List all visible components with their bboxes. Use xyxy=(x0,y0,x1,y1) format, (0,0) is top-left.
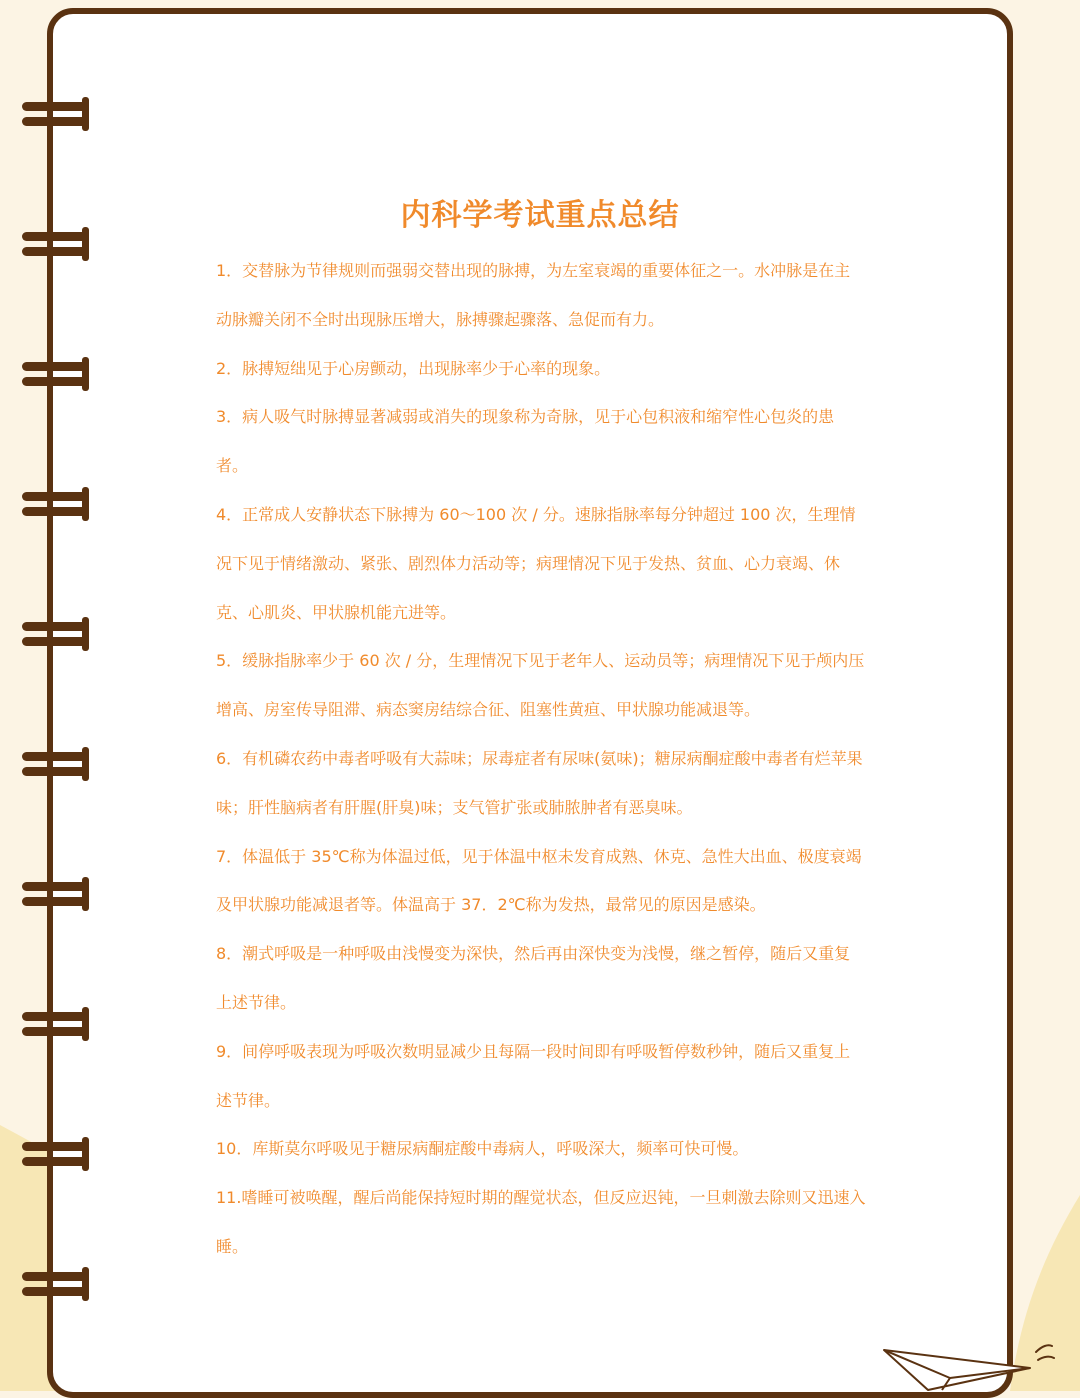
note-item: 4．正常成人安静状态下脉搏为 60～100 次 / 分。速脉指脉率每分钟超过 100 次，生理情况下见于情绪激动、紧张、剧烈体力活动等；病理情况下见于发热、贫血、心力衰竭、休克、心肌炎、甲状腺机能亢进等。 xyxy=(216,504,856,622)
note-item: 2．脉搏短绌见于心房颤动，出现脉率少于心率的现象。 xyxy=(216,358,611,378)
note-item: 6．有机磷农药中毒者呼吸有大蒜味；尿毒症者有尿味(氨味)；糖尿病酮症酸中毒者有烂苹果味；肝性脑病者有肝腥(肝臭)味；支气管扩张或肺脓肿者有恶臭味。 xyxy=(216,748,863,817)
binder-ring xyxy=(22,1007,88,1041)
binder-ring xyxy=(22,357,88,391)
note-item: 8．潮式呼吸是一种呼吸由浅慢变为深快，然后再由深快变为浅慢，继之暂停，随后又重复上述节律。 xyxy=(216,944,851,1012)
binder-ring xyxy=(22,877,88,911)
note-item: 11.嗜睡可被唤醒，醒后尚能保持短时期的醒觉状态，但反应迟钝，一旦刺激去除则又迅速入睡。 xyxy=(216,1188,866,1256)
note-item: 1．交替脉为节律规则而强弱交替出现的脉搏，为左室衰竭的重要体征之一。水冲脉是在主动脉瓣关闭不全时出现脉压增大，脉搏骤起骤落、急促而有力。 xyxy=(216,261,851,329)
note-item: 7．体温低于 35℃称为体温过低，见于体温中枢未发育成熟、休克、急性大出血、极度衰竭及甲状腺功能减退者等。体温高于 37．2℃称为发热，最常见的原因是感染。 xyxy=(216,846,862,915)
note-item: 3．病人吸气时脉搏显著减弱或消失的现象称为奇脉，见于心包积液和缩窄性心包炎的患者。 xyxy=(216,407,835,476)
paper-plane-icon xyxy=(880,1330,1060,1391)
binder-ring xyxy=(22,747,88,781)
binder-ring xyxy=(22,97,88,131)
binder-ring xyxy=(22,1267,88,1301)
note-item: 9．间停呼吸表现为呼吸次数明显减少且每隔一段时间即有呼吸暂停数秒钟，随后又重复上述节律。 xyxy=(216,1041,851,1110)
notes-list xyxy=(216,247,866,1272)
note-item: 10．库斯莫尔呼吸见于糖尿病酮症酸中毒病人，呼吸深大，频率可快可慢。 xyxy=(216,1139,749,1159)
note-item: 5．缓脉指脉率少于 60 次 / 分，生理情况下见于老年人、运动员等；病理情况下见于颅内压增高、房室传导阻滞、病态窦房结综合征、阻塞性黄疸、甲状腺功能减退等。 xyxy=(216,651,865,720)
binder-ring xyxy=(22,617,88,651)
binder-ring xyxy=(22,487,88,521)
binder-ring xyxy=(22,1137,88,1171)
page-title: 内科学考试重点总结 xyxy=(400,198,680,233)
